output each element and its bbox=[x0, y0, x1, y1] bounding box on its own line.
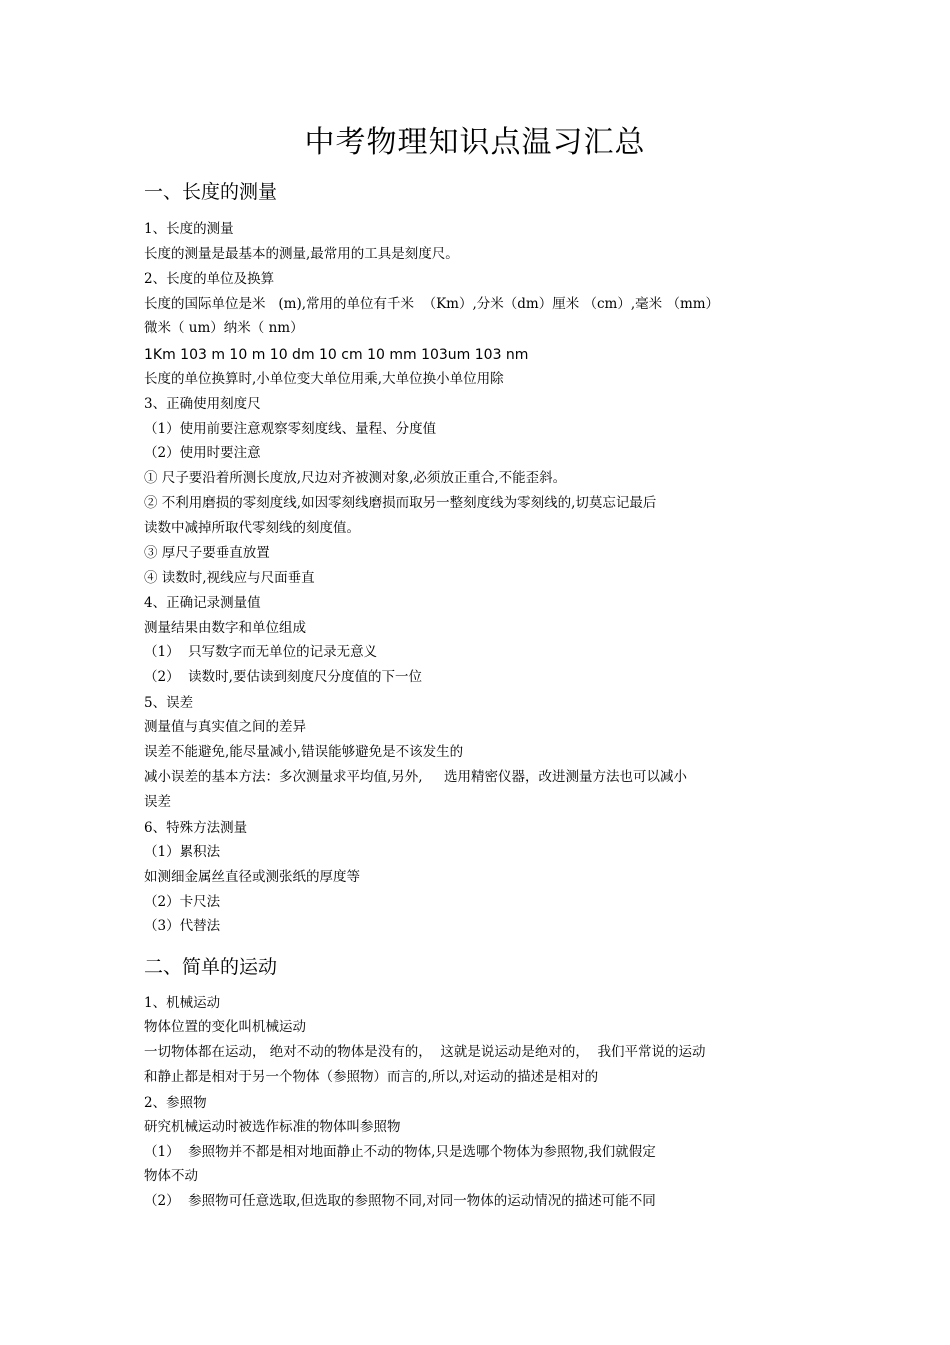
text-line: 长度的单位换算时,小单位变大单位用乘,大单位换小单位用除 bbox=[144, 371, 504, 387]
subheading: 1、长度的测量 bbox=[144, 221, 234, 237]
page-title: 中考物理知识点温习汇总 bbox=[304, 125, 646, 160]
text-line: 一切物体都在运动， 绝对不动的物体是没有的， 这就是说运动是绝对的， 我们平常说的运动 bbox=[144, 1044, 706, 1060]
subheading: 2、参照物 bbox=[144, 1095, 207, 1111]
text-line: （3）代替法 bbox=[144, 918, 221, 934]
text-line: ② 不利用磨损的零刻度线,如因零刻线磨损而取另一整刻度线为零刻线的,切莫忘记最后 bbox=[144, 495, 657, 511]
text-line: 研究机械运动时被选作标准的物体叫参照物 bbox=[144, 1119, 401, 1135]
subheading: 2、长度的单位及换算 bbox=[144, 271, 275, 287]
text-line: （2）卡尺法 bbox=[144, 894, 221, 910]
text-line: ③ 厚尺子要垂直放置 bbox=[144, 545, 270, 561]
subheading: 6、特殊方法测量 bbox=[144, 820, 248, 836]
text-line: 测量值与真实值之间的差异 bbox=[144, 719, 306, 735]
text-line: 读数中减掉所取代零刻线的刻度值。 bbox=[144, 520, 360, 536]
text-line: 长度的国际单位是米 (m),常用的单位有千米 （Km）,分米（dm）厘米 （cm）,毫米 （mm） bbox=[144, 296, 720, 312]
section-heading-length: 一、长度的测量 bbox=[144, 181, 278, 203]
text-line: （1） 参照物并不都是相对地面静止不动的物体,只是选哪个物体为参照物,我们就假定 bbox=[144, 1144, 656, 1160]
subheading: 1、机械运动 bbox=[144, 995, 221, 1011]
section-heading-motion: 二、简单的运动 bbox=[144, 956, 278, 978]
text-line: 物体不动 bbox=[144, 1168, 198, 1184]
text-line: 如测细金属丝直径或测张纸的厚度等 bbox=[144, 869, 360, 885]
unit-conversion-line: 1Km 103 m 10 m 10 dm 10 cm 10 mm 103um 103 nm bbox=[144, 347, 529, 363]
text-line: （1）使用前要注意观察零刻度线、量程、分度值 bbox=[144, 421, 437, 437]
text-line: （2） 读数时,要估读到刻度尺分度值的下一位 bbox=[144, 669, 422, 685]
text-line: 测量结果由数字和单位组成 bbox=[144, 620, 306, 636]
text-line: 物体位置的变化叫机械运动 bbox=[144, 1019, 306, 1035]
subheading: 3、正确使用刻度尺 bbox=[144, 396, 261, 412]
subheading: 5、误差 bbox=[144, 695, 194, 711]
text-line: ④ 读数时,视线应与尺面垂直 bbox=[144, 570, 315, 586]
text-line: （2）使用时要注意 bbox=[144, 445, 261, 461]
text-line: 减小误差的基本方法：多次测量求平均值,另外, 选用精密仪器，改进测量方法也可以减小 bbox=[144, 769, 688, 785]
text-line: （1） 只写数字而无单位的记录无意义 bbox=[144, 644, 378, 660]
subheading: 4、正确记录测量值 bbox=[144, 595, 261, 611]
text-line: ① 尺子要沿着所测长度放,尺边对齐被测对象,必须放正重合,不能歪斜。 bbox=[144, 470, 567, 486]
text-line: 误差 bbox=[144, 794, 171, 810]
text-line: 和静止都是相对于另一个物体（参照物）而言的,所以,对运动的描述是相对的 bbox=[144, 1069, 599, 1085]
text-line: 误差不能避免,能尽量减小,错误能够避免是不该发生的 bbox=[144, 744, 464, 760]
text-line: （2） 参照物可任意选取,但选取的参照物不同,对同一物体的运动情况的描述可能不同 bbox=[144, 1193, 656, 1209]
text-line: （1）累积法 bbox=[144, 844, 221, 860]
text-line: 长度的测量是最基本的测量,最常用的工具是刻度尺。 bbox=[144, 246, 459, 262]
text-line: 微米（ um）纳米（ nm） bbox=[144, 320, 304, 336]
